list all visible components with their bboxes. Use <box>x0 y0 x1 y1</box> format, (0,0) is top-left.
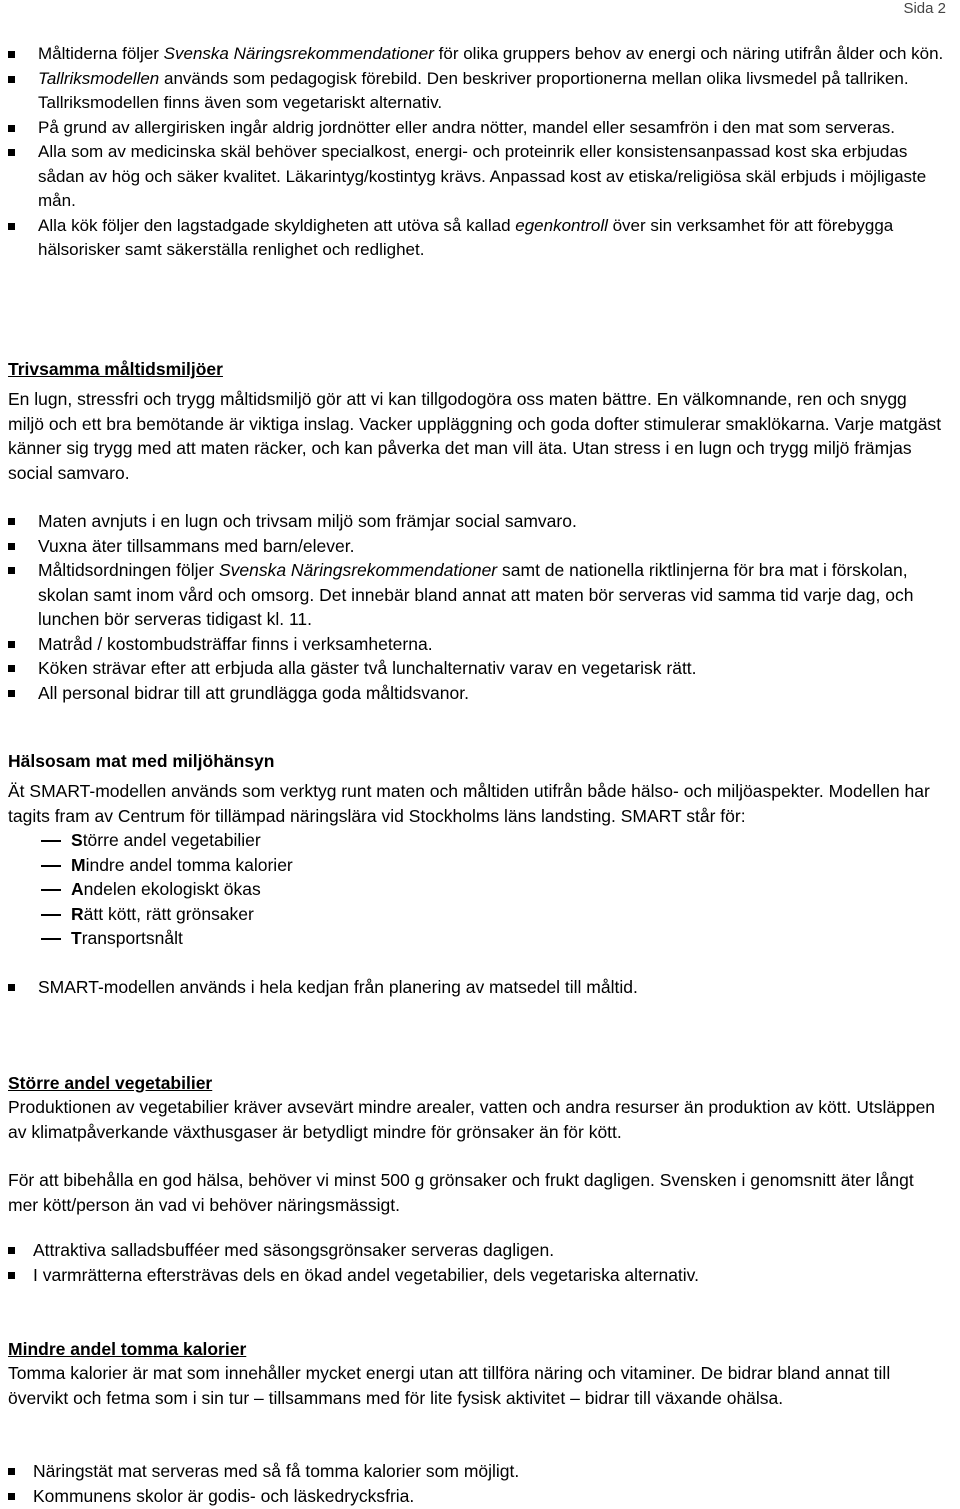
smart-text: ransportsnålt <box>81 928 183 948</box>
square-bullet-icon <box>8 543 15 550</box>
square-bullet-icon <box>8 665 15 672</box>
smart-text: törre andel vegetabilier <box>82 830 261 850</box>
smart-text: ndelen ekologiskt ökas <box>83 879 261 899</box>
square-bullet-icon <box>8 149 15 156</box>
list-item-text: används som pedagogisk förebild. Den beskriver proportionerna mellan olika livsmedel på tallriken. Tallriksmodellen finns även som vegetariskt alternativ. <box>38 68 909 112</box>
square-bullet-icon <box>8 223 15 230</box>
page-number: Sida 2 <box>903 0 946 17</box>
smart-letter: T <box>71 928 82 948</box>
smart-letter: S <box>71 830 83 850</box>
mindre-section <box>8 1337 946 1410</box>
list-item-text: samt de nationella riktlinjerna för bra mat i förskolan, skolan samt inom vård och omsorg. Det innebär bland annat att maten bör serveras vid samma tid varje dag, och lunchen bör serveras tidigast kl. 11. <box>38 560 914 629</box>
square-bullet-icon <box>8 567 15 574</box>
dash-bullet-icon <box>41 914 61 916</box>
intro-bullet-list <box>8 42 946 263</box>
smart-text: ätt kött, rätt grönsaker <box>83 903 254 924</box>
smart-item <box>41 902 946 927</box>
square-bullet-icon <box>8 1468 15 1475</box>
trivsamma-bullets <box>8 509 946 705</box>
section-paragraph: Ät SMART-modellen används som verktyg runt maten och måltiden utifrån både hälso- och miljöaspekter. Modellen har tagits fram av Centrum för tillämpad näringslära vid Stockholms läns landsting. SMART står för: <box>8 781 930 826</box>
list-item <box>8 656 946 681</box>
list-item-text: Köken strävar efter att erbjuda alla gäster två lunchalternativ varav en vegetarisk rätt. <box>38 658 697 678</box>
section-paragraph: För att bibehålla en god hälsa, behöver vi minst 500 g grönsaker och frukt dagligen. Svensken i genomsnitt äter långt mer kött/person än vad vi behöver näringsmässigt. <box>8 1170 914 1215</box>
list-item-emphasis: egenkontroll <box>515 215 608 235</box>
list-item-text: över sin verksamhet för att förebygga hälsorisker samt säkerställa renlighet och redlighet. <box>38 215 894 259</box>
list-item-emphasis: Tallriksmodellen <box>38 68 160 88</box>
list-item <box>8 681 946 706</box>
list-item <box>8 1238 946 1263</box>
list-item-text: Vuxna äter tillsammans med barn/elever. <box>38 535 355 556</box>
smart-item <box>41 828 946 853</box>
list-item-text: All personal bidrar till att grundlägga goda måltidsvanor. <box>38 682 469 703</box>
list-item-emphasis: Svenska Näringsrekommendationer <box>218 560 498 580</box>
list-item <box>8 509 946 534</box>
mindre-bullets <box>8 1459 946 1508</box>
list-item-text: SMART-modellen används i hela kedjan från planering av matsedel till måltid. <box>38 976 638 997</box>
square-bullet-icon <box>8 690 15 697</box>
list-item <box>8 1484 946 1509</box>
smart-letter: A <box>71 879 84 899</box>
smart-item <box>41 926 946 951</box>
trivsamma-section <box>8 357 946 485</box>
square-bullet-icon <box>8 1493 15 1500</box>
square-bullet-icon <box>8 76 15 83</box>
list-item <box>8 140 946 214</box>
smart-item <box>41 853 946 878</box>
list-item-text: Måltidsordningen följer <box>38 560 219 580</box>
dash-bullet-icon <box>41 889 61 891</box>
list-item <box>8 214 946 263</box>
halsosam-bullet-list <box>8 975 946 1000</box>
section-heading: Större andel vegetabilier <box>8 1073 213 1093</box>
section-heading: Hälsosam mat med miljöhänsyn <box>8 751 275 771</box>
halsosam-section <box>8 749 946 999</box>
storre-bullets <box>8 1238 946 1287</box>
square-bullet-icon <box>8 51 15 58</box>
square-bullet-icon <box>8 518 15 525</box>
list-item <box>8 975 946 1000</box>
list-item <box>8 42 946 67</box>
square-bullet-icon <box>8 1272 15 1279</box>
list-item <box>8 558 946 632</box>
smart-list <box>41 828 946 951</box>
list-item-text: Kommunens skolor är godis- och läskedrycksfria. <box>33 1485 415 1506</box>
list-item <box>8 534 946 559</box>
list-item-text: Matråd / kostombudsträffar finns i verksamheterna. <box>38 633 433 654</box>
list-item-text: Maten avnjuts i en lugn och trivsam miljö som främjar social samvaro. <box>38 511 577 531</box>
list-item-text: Attraktiva salladsbufféer med säsongsgrönsaker serveras dagligen. <box>33 1240 555 1260</box>
smart-letter: M <box>71 854 86 875</box>
intro-section <box>8 42 946 263</box>
trivsamma-bullet-list <box>8 509 946 705</box>
list-item <box>8 1263 946 1288</box>
list-item-text: Alla som av medicinska skäl behöver specialkost, energi- och proteinrik eller konsistensanpassad kost ska erbjudas sådan av hög och säker kvalitet. Läkarintyg/kostintyg krävs. Anpassad kost av etiska/religiösa skäl erbjuds i möjligaste mån. <box>38 142 927 210</box>
list-item-text: Alla kök följer den lagstadgade skyldigheten att utöva så kallad <box>38 215 516 235</box>
section-paragraph: Produktionen av vegetabilier kräver avsevärt mindre arealer, vatten och andra resurser än produktion av kött. Utsläppen av klimatpåverkande växthusgaser är betydligt mindre för grönsaker än för kött. <box>8 1097 936 1142</box>
list-item-text: På grund av allergirisken ingår aldrig jordnötter eller andra nötter, mandel eller sesamfrön i den mat som serveras. <box>38 117 896 137</box>
square-bullet-icon <box>8 125 15 132</box>
list-item-text: Måltiderna följer <box>38 44 164 63</box>
smart-item <box>41 877 946 902</box>
storre-bullet-list <box>8 1238 946 1287</box>
list-item <box>8 1459 946 1484</box>
mindre-bullet-list <box>8 1459 946 1508</box>
dash-bullet-icon <box>41 865 61 867</box>
list-item-emphasis: Svenska Näringsrekommendationer <box>163 44 434 63</box>
list-item-text: för olika gruppers behov av energi och näring utifrån ålder och kön. <box>433 44 944 63</box>
square-bullet-icon <box>8 1247 15 1254</box>
dash-bullet-icon <box>41 938 61 940</box>
square-bullet-icon <box>8 984 15 991</box>
smart-text: indre andel tomma kalorier <box>85 854 293 875</box>
storre-section <box>8 1071 946 1217</box>
smart-letter: R <box>71 903 84 924</box>
dash-bullet-icon <box>41 840 61 842</box>
list-item-text: Näringstät mat serveras med så få tomma kalorier som möjligt. <box>33 1461 520 1481</box>
list-item <box>8 67 946 116</box>
section-heading: Mindre andel tomma kalorier <box>8 1339 247 1359</box>
section-paragraph: En lugn, stressfri och trygg måltidsmiljö gör att vi kan tillgodogöra oss maten bättre. En välkomnande, ren och snygg miljö och ett bra bemötande är viktiga inslag. Vacker uppläggning och goda dofter stimulerar smaklökarna. Varje matgäst känner sig trygg med att maten räcker, och kan påverka det man vill äta. Utan stress i en lugn och trygg miljö främjas social samvaro. <box>8 389 942 483</box>
square-bullet-icon <box>8 641 15 648</box>
list-item-text: I varmrätterna eftersträvas dels en ökad andel vegetabilier, dels vegetariska alternativ. <box>33 1264 699 1285</box>
section-heading: Trivsamma måltidsmiljöer <box>8 359 223 379</box>
list-item <box>8 632 946 657</box>
list-item <box>8 116 946 141</box>
section-paragraph: Tomma kalorier är mat som innehåller mycket energi utan att tillföra näring och vitaminer. De bidrar bland annat till övervikt och fetma som i sin tur – tillsammans med för lite fysisk aktivitet – bidrar till växande ohälsa. <box>8 1363 891 1408</box>
